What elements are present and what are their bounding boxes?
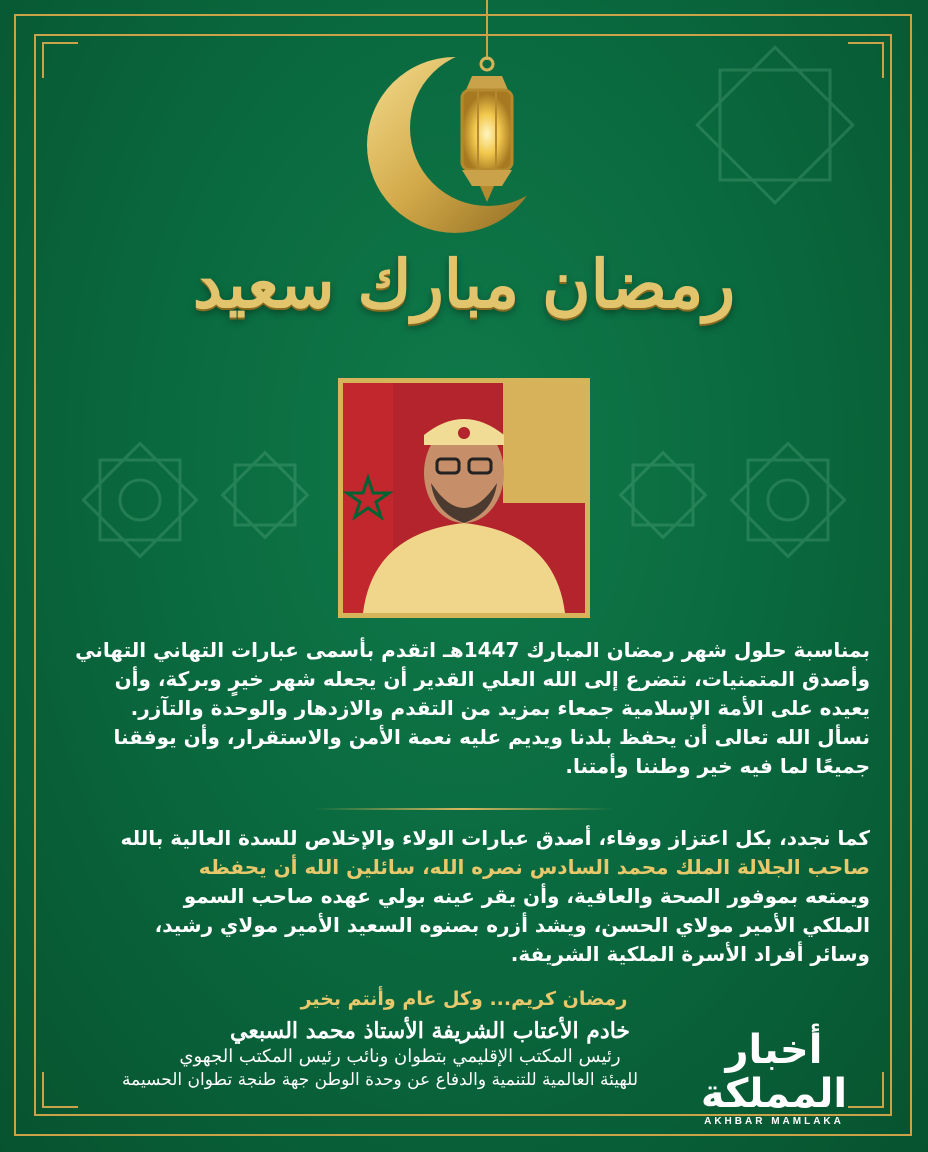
portrait-illustration: [343, 383, 585, 613]
lantern-icon: [442, 56, 532, 206]
pattern-midright-icon: [598, 430, 728, 560]
text-line: وسائر أفراد الأسرة الملكية الشريفة.: [510, 942, 870, 966]
text-line: الملكي الأمير مولاي الحسن، ويشد أزره بصنوه السعيد الأمير مولاي رشيد،: [154, 913, 870, 937]
corner-ornament: [42, 42, 78, 78]
pattern-midleft-icon: [200, 430, 330, 560]
text-line: يعيده على الأمة الإسلامية جمعاء بمزيد من التقدم والازدهار والوحدة والتآزر.: [130, 696, 870, 720]
message-paragraph-2: [58, 824, 870, 969]
logo-latin: AKHBAR MAMLAKA: [704, 1116, 844, 1127]
text-line: وأصدق المتمنيات، نتضرع إلى الله العلي القدير أن يجعله شهر خيرٍ وبركة، وأن: [114, 667, 870, 691]
text-line: بمناسبة حلول شهر رمضان المبارك 1447هـ اتقدم بأسمى عبارات التهاني التهاني: [75, 638, 870, 662]
logo-arabic: أخبار المملكة: [700, 1027, 848, 1117]
text-line: جميعًا لما فيه خير وطننا وأمتنا.: [565, 754, 870, 778]
king-line: صاحب الجلالة الملك محمد السادس نصره الله، سائلين الله أن يحفظه: [198, 855, 870, 879]
pattern-left-icon: [60, 420, 220, 580]
portrait-photo: [338, 378, 590, 618]
text-line: نسأل الله تعالى أن يحفظ بلدنا ويديم عليه نعمة الأمن والاستقرار، وأن يوفقنا: [113, 725, 870, 749]
signer-name: خادم الأعتاب الشريفة الأستاذ محمد السبعي: [230, 1018, 630, 1044]
signer-title-1: رئيس المكتب الإقليمي بتطوان ونائب رئيس المكتب الجهوي: [179, 1046, 621, 1067]
signer-title-2: للهيئة العالمية للتنمية والدفاع عن وحدة الوطن جهة طنجة تطوان الحسيمة: [122, 1070, 638, 1090]
akhbar-mamlaka-logo: [694, 1027, 854, 1127]
closing-line: رمضان كريم... وكل عام وأنتم بخير: [300, 988, 628, 1010]
greeting-title: رمضان مبارك سعيد: [192, 245, 736, 323]
message-paragraph-1: [58, 636, 870, 781]
pattern-right-icon: [708, 420, 868, 580]
gold-divider: [314, 808, 614, 810]
text-line: كما نجدد، بكل اعتزاز ووفاء، أصدق عبارات الولاء والإخلاص للسدة العالية بالله: [120, 826, 870, 850]
text-line: ويمتعه بموفور الصحة والعافية، وأن يقر عينه بولي عهده صاحب السمو: [183, 884, 870, 908]
pattern-topright-icon: [640, 30, 900, 230]
